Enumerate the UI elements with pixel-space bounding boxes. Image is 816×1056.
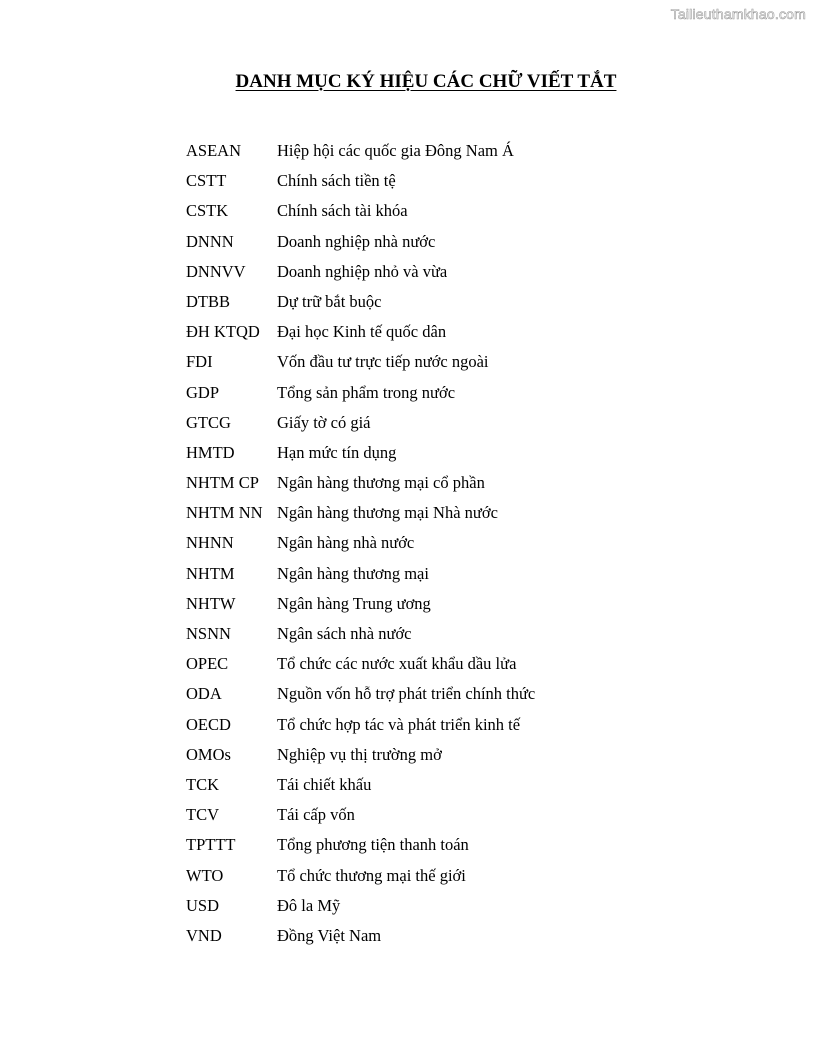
abbreviation-row — [186, 168, 606, 198]
abbreviation-code: GTCG — [186, 412, 231, 432]
abbreviation-row — [186, 651, 606, 681]
abbreviation-meaning: Tổ chức hợp tác và phát triển kinh tế — [277, 714, 521, 734]
abbreviation-code: USD — [186, 895, 220, 915]
abbreviation-meaning: Đô la Mỹ — [277, 895, 341, 915]
abbreviation-code: TCK — [186, 774, 219, 794]
abbreviation-row — [186, 561, 606, 591]
abbreviation-row — [186, 863, 606, 893]
abbreviation-meaning: Chính sách tiền tệ — [277, 171, 396, 191]
watermark-text: Tailieuthamkhao.com — [670, 6, 806, 22]
abbreviation-code: NSNN — [186, 624, 231, 643]
abbreviation-code: TPTTT — [186, 835, 236, 855]
abbreviation-row — [186, 530, 606, 560]
abbreviation-row — [186, 923, 606, 953]
abbreviation-row — [186, 440, 606, 470]
abbreviation-list — [186, 138, 606, 953]
abbreviation-meaning: Ngân hàng thương mại Nhà nước — [277, 503, 498, 523]
abbreviation-meaning: Ngân hàng thương mại cổ phần — [277, 473, 485, 493]
abbreviation-meaning: Hiệp hội các quốc gia Đông Nam Á — [277, 141, 514, 160]
abbreviation-meaning: Tổ chức thương mại thế giới — [277, 865, 466, 885]
page-title: DANH MỤC KÝ HIỆU CÁC CHỮ VIẾT TẮT — [235, 71, 617, 92]
abbreviation-code: DNNVV — [186, 261, 246, 281]
abbreviation-meaning: Ngân hàng Trung ương — [277, 593, 431, 613]
abbreviation-row — [186, 229, 606, 259]
abbreviation-code: VND — [186, 925, 222, 945]
abbreviation-row — [186, 500, 606, 530]
abbreviation-meaning: Tổng sản phẩm trong nước — [277, 382, 456, 402]
abbreviation-code: NHNN — [186, 533, 234, 553]
abbreviation-meaning: Ngân sách nhà nước — [277, 624, 412, 643]
abbreviation-meaning: Đồng Việt Nam — [277, 925, 382, 945]
abbreviation-meaning: Chính sách tài khóa — [277, 201, 408, 221]
abbreviation-meaning: Doanh nghiệp nhỏ và vừa — [277, 261, 448, 281]
abbreviation-row — [186, 380, 606, 410]
abbreviation-meaning: Vốn đầu tư trực tiếp nước ngoài — [277, 352, 489, 372]
abbreviation-meaning: Dự trữ bắt buộc — [277, 291, 382, 311]
abbreviation-code: ODA — [186, 684, 222, 704]
abbreviation-meaning: Tổ chức các nước xuất khẩu dầu lửa — [277, 654, 517, 674]
abbreviation-meaning: Đại học Kinh tế quốc dân — [277, 322, 447, 342]
abbreviation-meaning: Ngân hàng nhà nước — [277, 533, 415, 553]
abbreviation-code: NHTM NN — [186, 503, 263, 523]
abbreviation-code: FDI — [186, 352, 213, 372]
abbreviation-code: CSTK — [186, 201, 229, 221]
abbreviation-code: NHTW — [186, 593, 236, 613]
abbreviation-code: WTO — [186, 865, 224, 885]
abbreviation-code: OECD — [186, 714, 231, 734]
abbreviation-meaning: Tái cấp vốn — [277, 805, 355, 825]
abbreviation-row — [186, 712, 606, 742]
abbreviation-row — [186, 319, 606, 349]
abbreviation-meaning: Giấy tờ có giá — [277, 412, 371, 432]
abbreviation-code: TCV — [186, 805, 219, 825]
abbreviation-code: OMOs — [186, 744, 231, 764]
abbreviation-meaning: Hạn mức tín dụng — [277, 442, 397, 462]
abbreviation-code: GDP — [186, 382, 220, 402]
abbreviation-row — [186, 259, 606, 289]
abbreviation-row — [186, 289, 606, 319]
abbreviation-code: NHTM — [186, 563, 235, 583]
abbreviation-row — [186, 198, 606, 228]
abbreviation-code: NHTM CP — [186, 473, 259, 493]
abbreviation-meaning: Tổng phương tiện thanh toán — [277, 835, 469, 855]
abbreviation-row — [186, 802, 606, 832]
abbreviation-meaning: Nghiệp vụ thị trường mở — [277, 744, 442, 764]
abbreviation-row — [186, 138, 606, 168]
abbreviation-meaning: Doanh nghiệp nhà nước — [277, 231, 436, 251]
abbreviation-code: HMTD — [186, 442, 235, 462]
abbreviation-meaning: Tái chiết khấu — [277, 774, 372, 794]
abbreviation-row — [186, 681, 606, 711]
abbreviation-code: ASEAN — [186, 141, 242, 160]
abbreviation-meaning: Ngân hàng thương mại — [277, 563, 429, 583]
abbreviation-code: OPEC — [186, 654, 229, 674]
abbreviation-row — [186, 349, 606, 379]
abbreviation-code: DNNN — [186, 231, 234, 251]
abbreviation-row — [186, 893, 606, 923]
abbreviation-code: CSTT — [186, 171, 227, 191]
abbreviation-row — [186, 591, 606, 621]
abbreviation-code: DTBB — [186, 291, 231, 311]
abbreviation-row — [186, 832, 606, 862]
abbreviation-meaning: Nguồn vốn hỗ trợ phát triển chính thức — [277, 684, 536, 704]
abbreviation-row — [186, 470, 606, 500]
abbreviation-code: ĐH KTQD — [186, 322, 260, 342]
abbreviation-row — [186, 621, 606, 651]
abbreviation-row — [186, 772, 606, 802]
abbreviation-row — [186, 742, 606, 772]
abbreviation-row — [186, 410, 606, 440]
